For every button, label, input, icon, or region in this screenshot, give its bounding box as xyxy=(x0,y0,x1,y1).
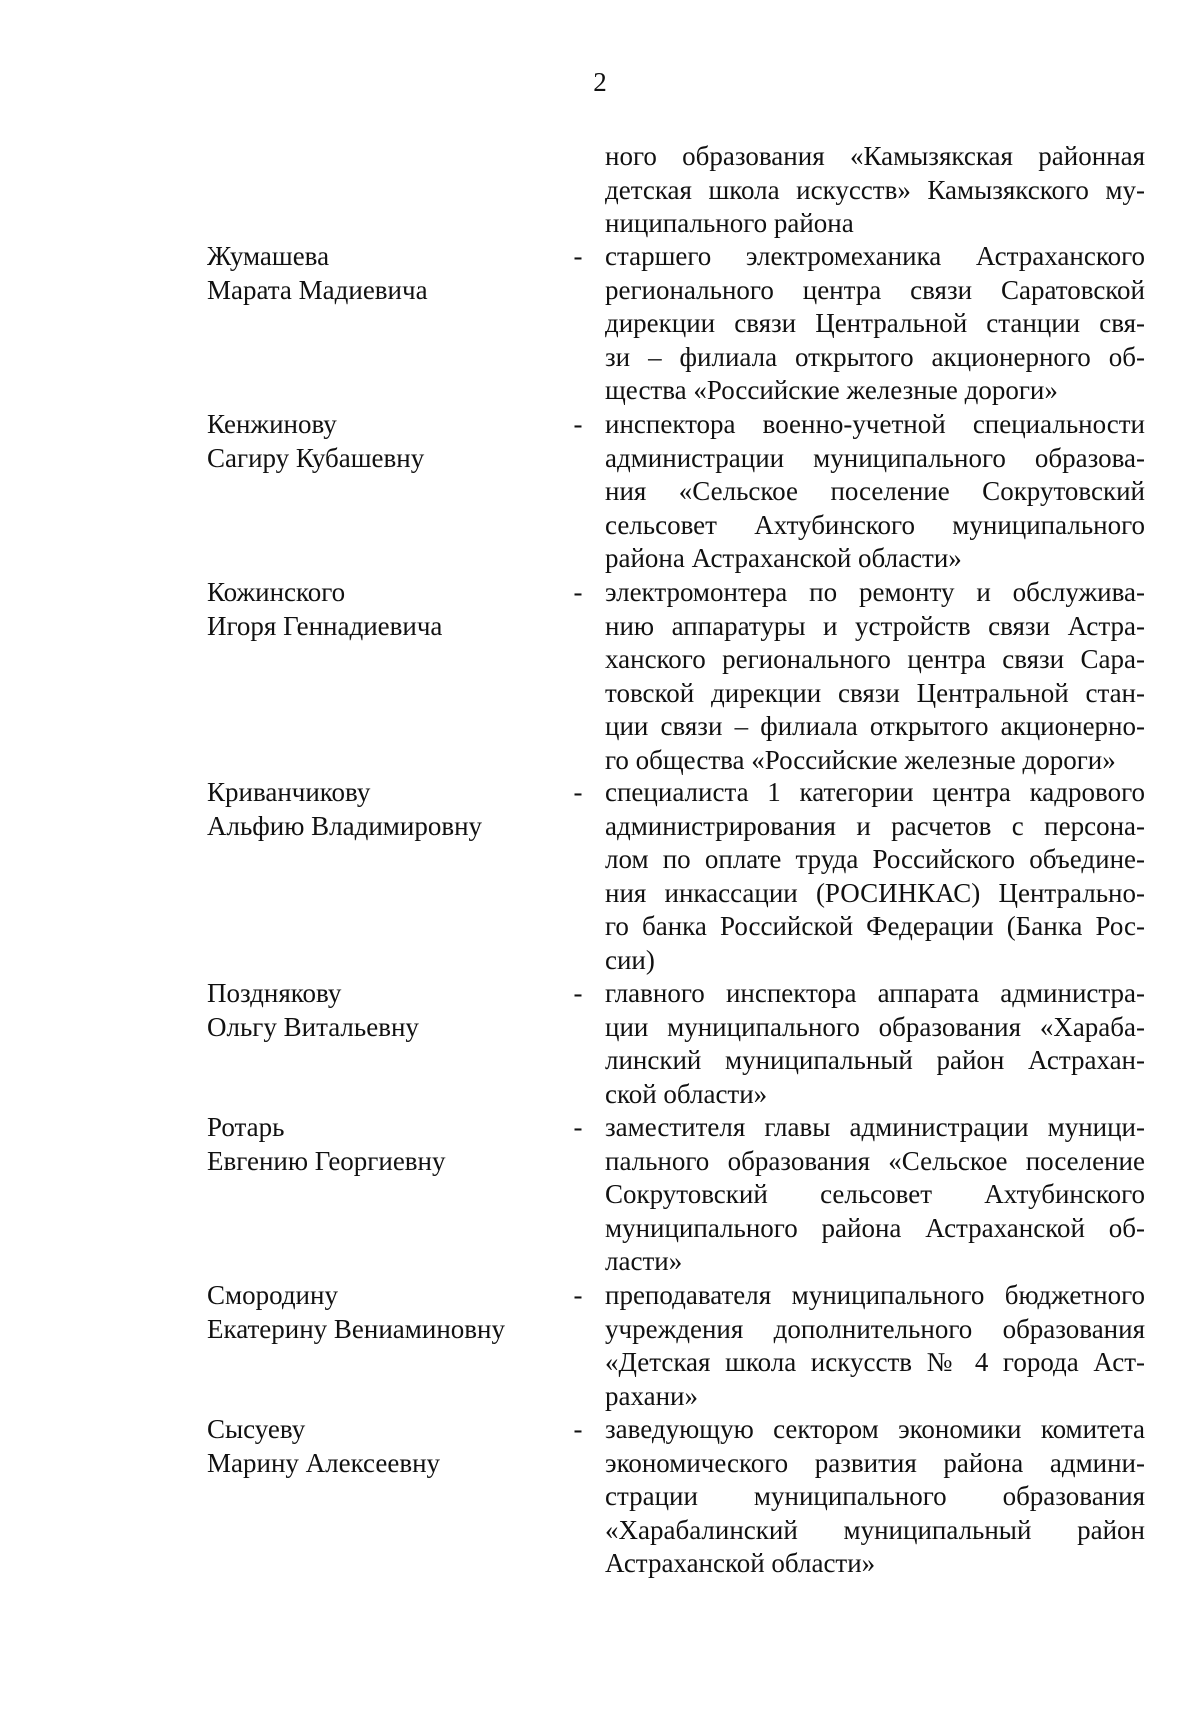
given-names: Марата Мадиевича xyxy=(207,274,428,305)
surname: Ротарь xyxy=(207,1112,285,1142)
text-line: старшего электромеханика Астраханского xyxy=(605,241,1145,271)
given-names: Игоря Геннадиевича xyxy=(207,610,443,641)
position-description xyxy=(605,1279,1145,1413)
person-name xyxy=(207,1111,547,1178)
text-line: ного образования «Камызякская районная xyxy=(605,141,1145,171)
person-name xyxy=(207,1413,547,1480)
text-line: заместителя главы администрации муници- xyxy=(605,1112,1145,1142)
person-name xyxy=(207,240,547,307)
text-line: страции муниципального образования xyxy=(605,1481,1145,1511)
position-description xyxy=(605,1111,1145,1279)
separator-dash: - xyxy=(573,1414,583,1444)
text-line: учреждения дополнительного образования xyxy=(605,1313,1145,1344)
separator-dash: - xyxy=(573,409,583,439)
text-line: зи – филиала открытого акционерного об- xyxy=(605,341,1145,372)
text-line: преподавателя муниципального бюджетного xyxy=(605,1280,1145,1310)
given-names: Сагиру Кубашевну xyxy=(207,442,425,473)
given-names: Евгению Георгиевну xyxy=(207,1145,446,1176)
text-line: линский муниципальный район Астрахан- xyxy=(605,1045,1145,1075)
text-line: товской дирекции связи Центральной стан- xyxy=(605,677,1145,708)
text-line: инспектора военно-учетной специальности xyxy=(605,409,1145,439)
separator-dash: - xyxy=(573,577,583,607)
text-line: ния инкассации (РОСИНКАС) Центрально- xyxy=(605,877,1145,908)
text-line: администрации муниципального образова- xyxy=(605,442,1145,473)
text-line: специалиста 1 категории центра кадрового xyxy=(605,777,1145,807)
page-number: 2 xyxy=(593,67,607,97)
text-line: регионального центра связи Саратовской xyxy=(605,274,1145,305)
text-line: го общества «Российские железные дороги» xyxy=(605,744,1116,775)
text-line: муниципального района Астраханской об- xyxy=(605,1212,1145,1243)
text-line: ции связи – филиала открытого акционерно- xyxy=(605,711,1145,741)
surname: Криванчикову xyxy=(207,777,371,807)
position-description xyxy=(605,776,1145,977)
text-line: главного инспектора аппарата администра- xyxy=(605,978,1145,1008)
position-description xyxy=(605,408,1145,576)
text-line: Астраханской области» xyxy=(605,1548,876,1578)
text-line: электромонтера по ремонту и обслужива- xyxy=(605,577,1145,607)
text-line: администрирования и расчетов с персона- xyxy=(605,810,1145,841)
continued-description xyxy=(605,140,1145,241)
text-line: лом по оплате труда Российского объедине- xyxy=(605,844,1145,874)
given-names: Екатерину Вениаминовну xyxy=(207,1313,505,1344)
text-line: сии) xyxy=(605,944,655,975)
text-line: рахани» xyxy=(605,1380,699,1411)
surname: Позднякову xyxy=(207,978,342,1008)
text-line: щества «Российские железные дороги» xyxy=(605,375,1058,405)
text-line: ции муниципального образования «Хараба- xyxy=(605,1011,1145,1042)
given-names: Ольгу Витальевну xyxy=(207,1011,419,1042)
surname: Кожинского xyxy=(207,577,346,607)
text-line: Сокрутовский сельсовет Ахтубинского xyxy=(605,1179,1145,1209)
text-line: ской области» xyxy=(605,1078,768,1109)
person-name xyxy=(207,408,547,475)
text-line: сельсовет Ахтубинского муниципального xyxy=(605,509,1145,540)
text-line: экономического развития района админи- xyxy=(605,1447,1145,1478)
text-line: го банка Российской Федерации (Банка Рос- xyxy=(605,911,1145,941)
surname: Смородину xyxy=(207,1280,338,1310)
text-line: «Детская школа искусств № 4 города Аст- xyxy=(605,1347,1145,1377)
text-line: заведующую сектором экономики комитета xyxy=(605,1414,1145,1444)
surname: Жумашева xyxy=(207,241,330,271)
position-description xyxy=(605,576,1145,777)
surname: Сысуеву xyxy=(207,1414,306,1444)
position-description xyxy=(605,240,1145,408)
person-name xyxy=(207,776,547,843)
given-names: Марину Алексеевну xyxy=(207,1447,441,1478)
text-line: пального образования «Сельское поселение xyxy=(605,1145,1145,1176)
person-name xyxy=(207,977,547,1044)
separator-dash: - xyxy=(573,777,583,807)
text-line: нию аппаратуры и устройств связи Астра- xyxy=(605,610,1145,641)
separator-dash: - xyxy=(573,1280,583,1310)
text-line: ласти» xyxy=(605,1246,683,1276)
text-line: ниципального района xyxy=(605,208,854,238)
separator-dash: - xyxy=(573,1112,583,1142)
text-line: дирекции связи Центральной станции свя- xyxy=(605,308,1145,338)
text-line: детская школа искусств» Камызякского му- xyxy=(605,174,1145,205)
separator-dash: - xyxy=(573,241,583,271)
separator-dash: - xyxy=(573,978,583,1008)
surname: Кенжинову xyxy=(207,409,337,439)
text-line: «Харабалинский муниципальный район xyxy=(605,1514,1145,1545)
position-description xyxy=(605,1413,1145,1581)
given-names: Альфию Владимировну xyxy=(207,810,483,841)
person-name xyxy=(207,576,547,643)
text-line: района Астраханской области» xyxy=(605,543,962,573)
text-line: ханского регионального центра связи Сара- xyxy=(605,644,1145,674)
text-line: ния «Сельское поселение Сокрутовский xyxy=(605,476,1145,506)
position-description xyxy=(605,977,1145,1111)
person-name xyxy=(207,1279,547,1346)
